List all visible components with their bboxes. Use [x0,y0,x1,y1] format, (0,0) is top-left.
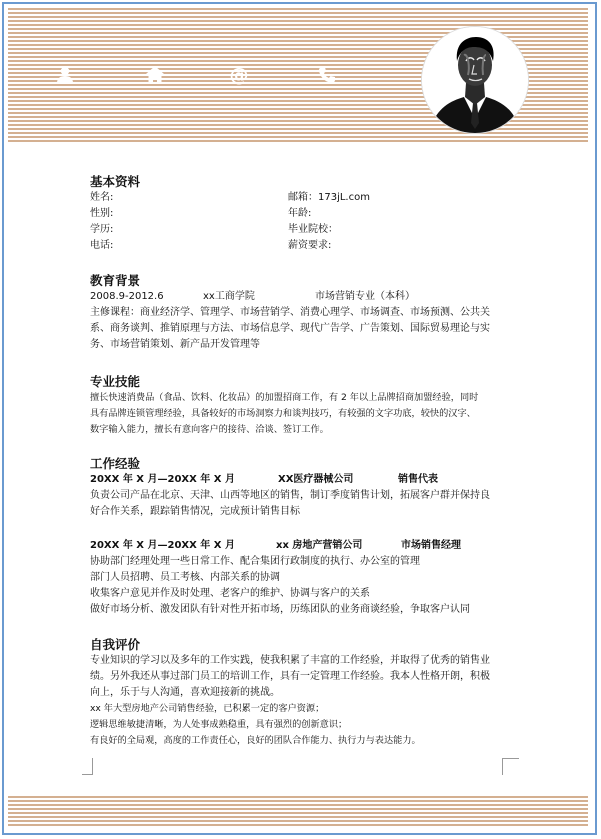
section-title: 基本资料 [90,174,141,189]
section-education [90,273,526,353]
self-line: 有良好的全局观，高度的工作责任心，良好的团队合作能力、执行力与表达能力。 [90,735,421,746]
job-desc: 收集客户意见并作及时处理、老客户的维护、协调与客户的关系 [90,588,370,599]
education-school: xx工商学院 [203,291,255,302]
job-period: 20XX 年 X 月—20XX 年 X 月 [90,474,235,485]
contact-icons [50,64,350,86]
job-company: xx 房地产营销公司 [276,540,363,551]
section-work [90,456,526,618]
job-desc: 部门人员招聘、员工考核、内部关系的协调 [90,572,280,583]
name-label: 姓名: [90,192,114,203]
job-position: 销售代表 [398,474,438,485]
section-title: 专业技能 [90,374,141,389]
age-label: 年龄: [288,208,312,219]
avatar [422,27,528,133]
courses-line: 系、商务谈判、推销原理与方法、市场信息学、现代广告学、广告策划、国际贸易理论与实 [90,323,490,334]
corner-mark-left [82,758,93,775]
job-position: 市场销售经理 [401,540,461,551]
education-period: 2008.9-2012.6 [90,291,164,302]
job-company: XX医疗器械公司 [278,474,354,485]
home-icon [144,64,166,86]
self-line: 向上，乐于与人沟通，喜欢迎接新的挑战。 [90,687,280,698]
job-desc: 负责公司产品在北京、天津、山西等地区的销售，制订季度销售计划，拓展客户群并保持良 [90,490,490,501]
job-desc: 做好市场分析、激发团队有针对性开拓市场，历练团队的业务商谈经验，争取客户认同 [90,604,470,615]
section-skills [90,374,526,438]
self-line: 逻辑思维敏捷清晰，为人处事成熟稳重，具有强烈的创新意识； [90,719,348,730]
skills-line: 数字输入能力，擅长有意向客户的接待、洽谈、签订工作。 [90,424,329,435]
courses-line: 务、市场营销策划、新产品开发管理等 [90,339,260,350]
email-label: 邮箱：173jL.com [288,192,370,203]
courses-line: 主修课程：商业经济学、管理学、市场营销学、消费心理学、市场调查、市场预测、公共关 [90,307,490,318]
education-label: 学历: [90,224,114,235]
job-desc: 协助部门经理处理一些日常工作、配合集团行政制度的执行、办公室的管理 [90,556,420,567]
basic-info-grid [90,190,526,254]
self-line: 绩。另外我还从事过部门员工的培训工作，具有一定管理工作经验。我本人性格开朗，积极 [90,671,490,682]
skills-line: 具有品牌连锁管理经验，具备较好的市场洞察力和谈判技巧，有较强的文字功底，较快的汉字、 [90,408,476,419]
section-title: 自我评价 [90,637,141,652]
section-title: 教育背景 [90,273,141,288]
school-label: 毕业院校： [288,224,338,235]
self-line: 专业知识的学习以及多年的工作实践，使我积累了丰富的工作经验，并取得了优秀的销售业 [90,655,490,666]
job-header [90,472,526,488]
phone-label: 电话: [90,240,114,251]
section-title: 工作经验 [90,456,141,471]
footer-band [8,796,588,827]
corner-mark-right [502,758,519,775]
section-self-evaluation [90,637,526,749]
education-row [90,289,526,305]
job-period: 20XX 年 X 月—20XX 年 X 月 [90,540,235,551]
gender-label: 性别: [90,208,114,219]
job-desc: 好合作关系，跟踪销售情况，完成预计销售目标 [90,506,300,517]
skills-line: 擅长快速消费品（食品、饮料、化妆品）的加盟招商工作，有 2 年以上品牌招商加盟经验，同时 [90,392,479,403]
phone-icon [316,64,338,86]
job-header [90,538,526,554]
salary-label: 薪资要求: [288,240,332,251]
education-major: 市场营销专业（本科） [315,291,415,302]
at-icon: @ [229,64,249,86]
self-line: xx 年大型房地产公司销售经验，已积累一定的客户资源； [90,703,325,714]
section-basic-info [90,174,526,254]
user-icon [54,64,76,86]
